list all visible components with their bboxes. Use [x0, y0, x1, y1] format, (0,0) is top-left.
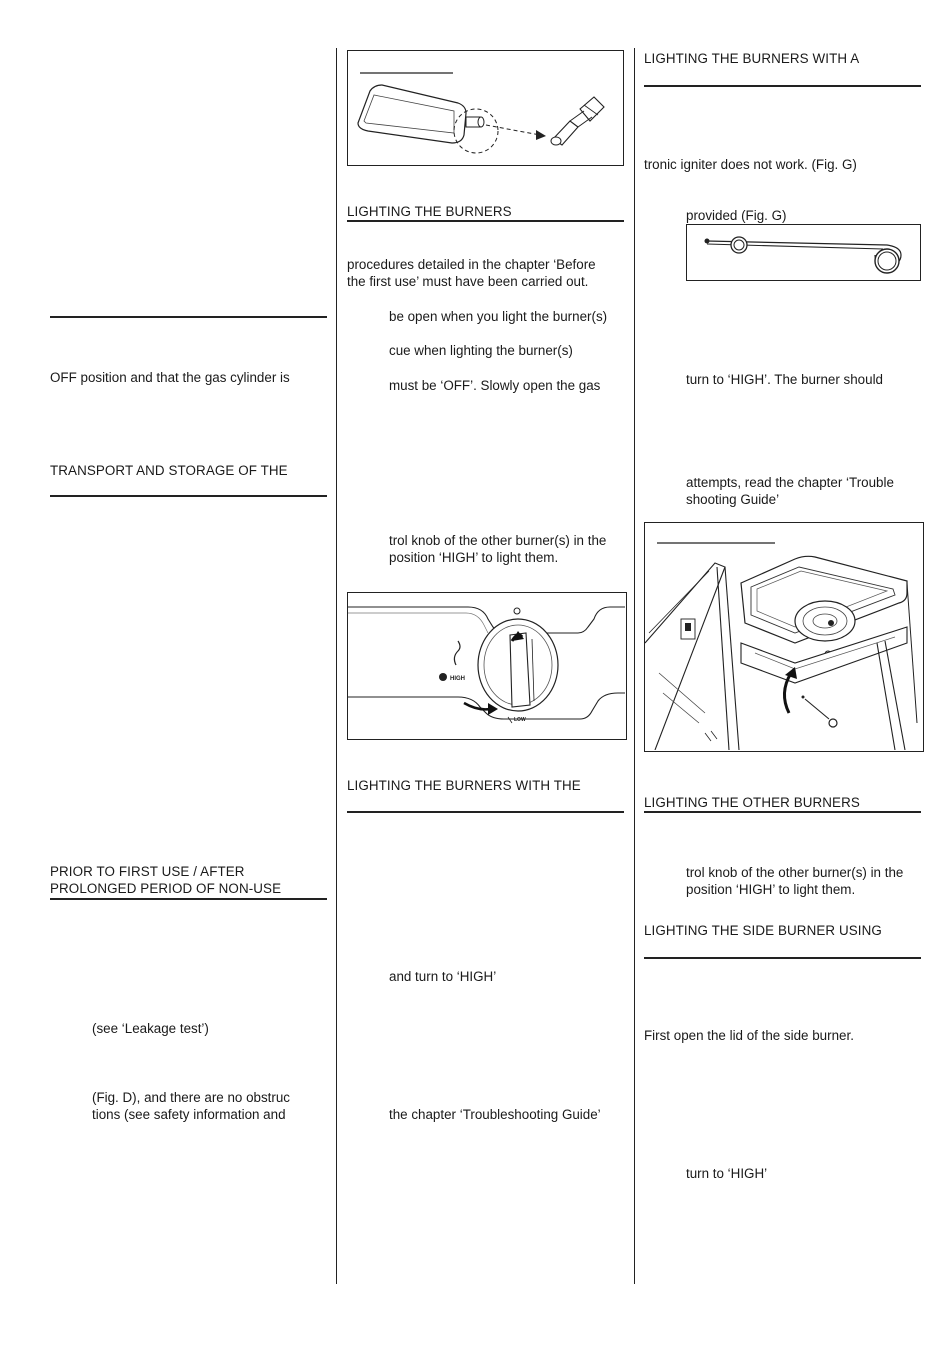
lighting-rod-drawing — [687, 225, 919, 279]
section-heading-lighting-with-a: LIGHTING THE BURNERS WITH A — [644, 51, 860, 66]
body-text-line: turn to ‘HIGH’. The burner should — [686, 372, 883, 387]
figure-burner-lighting — [644, 522, 924, 752]
section-heading-transport: TRANSPORT AND STORAGE OF THE — [50, 463, 288, 478]
body-text-line: turn to ‘HIGH’ — [686, 1166, 768, 1181]
body-text-line: position ‘HIGH’ to light them. — [389, 550, 559, 565]
body-text-line: OFF position and that the gas cylinder is — [50, 370, 290, 385]
section-heading-lighting-other-burners: LIGHTING THE OTHER BURNERS — [644, 795, 860, 810]
section-rule — [347, 811, 624, 813]
body-text-line: (see ‘Leakage test’) — [92, 1021, 209, 1036]
section-rule — [50, 316, 327, 318]
body-text-line: the chapter ‘Troubleshooting Guide’ — [389, 1107, 601, 1122]
section-rule — [644, 811, 921, 813]
section-rule — [347, 220, 624, 222]
body-text-line: tions (see safety information and — [92, 1107, 286, 1122]
body-text-line: must be ‘OFF’. Slowly open the gas — [389, 378, 601, 393]
section-heading-prolonged-non-use: PROLONGED PERIOD OF NON-USE — [50, 881, 282, 896]
section-heading-lighting-the-burners: LIGHTING THE BURNERS — [347, 204, 512, 219]
body-text-line: trol knob of the other burner(s) in the — [686, 865, 904, 880]
control-knob-drawing — [348, 593, 625, 738]
body-text-line: procedures detailed in the chapter ‘Before — [347, 257, 596, 272]
section-rule — [50, 898, 327, 900]
section-heading-lighting-side-burner: LIGHTING THE SIDE BURNER USING — [644, 923, 882, 938]
section-heading-lighting-with-the: LIGHTING THE BURNERS WITH THE — [347, 778, 581, 793]
body-text-line: the first use’ must have been carried out. — [347, 274, 589, 289]
figure-regulator-connection — [347, 50, 624, 166]
body-text-line: shooting Guide’ — [686, 492, 780, 507]
body-text-line: position ‘HIGH’ to light them. — [686, 882, 856, 897]
section-rule — [644, 957, 921, 959]
knob-label-high: HIGH — [450, 676, 465, 682]
section-heading-prior-to-first-use: PRIOR TO FIRST USE / AFTER — [50, 864, 245, 879]
column-divider-left — [336, 48, 337, 1284]
body-text-line: attempts, read the chapter ‘Trouble — [686, 475, 894, 490]
column-divider-right — [634, 48, 635, 1284]
burner-lighting-drawing — [645, 523, 922, 750]
body-text-line: First open the lid of the side burner. — [644, 1028, 854, 1043]
knob-label-low: LOW — [514, 717, 526, 723]
body-text-line: provided (Fig. G) — [686, 208, 787, 223]
body-text-line: trol knob of the other burner(s) in the — [389, 533, 607, 548]
body-text-line: and turn to ‘HIGH’ — [389, 969, 497, 984]
section-rule — [50, 495, 327, 497]
body-text-line: cue when lighting the burner(s) — [389, 343, 573, 358]
body-text-line: (Fig. D), and there are no obstruc — [92, 1090, 290, 1105]
section-rule — [644, 85, 921, 87]
figure-control-knob — [347, 592, 627, 740]
body-text-line: tronic igniter does not work. (Fig. G) — [644, 157, 857, 172]
regulator-connection-drawing — [348, 51, 622, 164]
figure-lighting-rod — [686, 224, 921, 281]
body-text-line: be open when you light the burner(s) — [389, 309, 608, 324]
